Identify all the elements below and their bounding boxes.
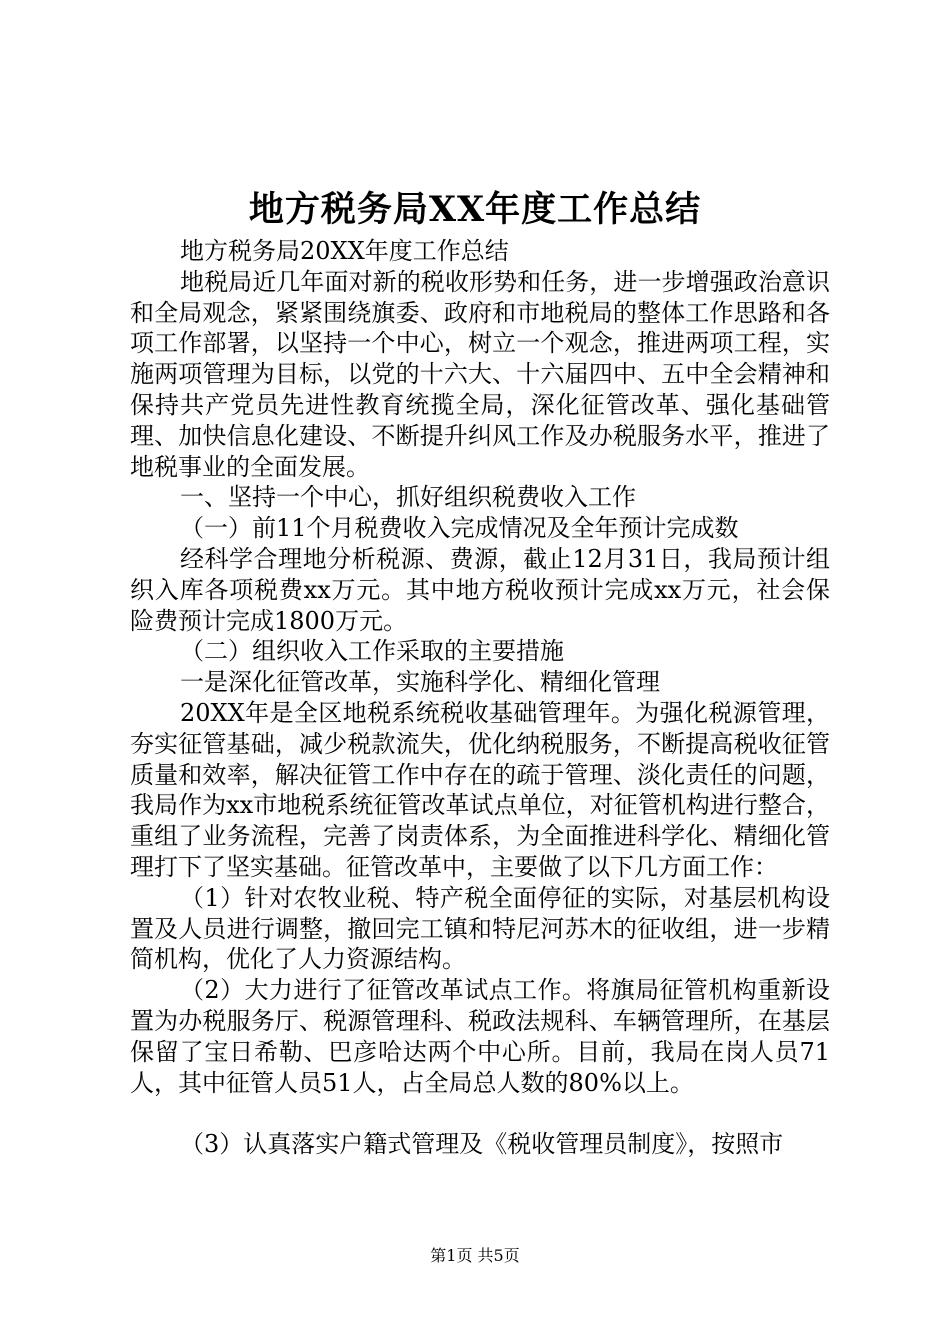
item-1-paragraph: （1）针对农牧业税、特产税全面停征的实际，对基层机构设置及人员进行调整，撤回完工镇和特尼河苏木的征收组，进一步精简机构，优化了人力资源结构。 bbox=[130, 883, 830, 974]
intro-paragraph: 地税局近几年面对新的税收形势和任务，进一步增强政治意识和全局观念，紧紧围绕旗委、政府和市地税局的整体工作思路和各项工作部署，以坚持一个中心，树立一个观念，推进两项工程，实施两项管理为目标，以党的十六大、十六届四中、五中全会精神和保持共产党员先进性教育统揽全局，深化征管改革、强化基础管理、加快信息化建设、不断提升纠风工作及办税服务水平，推进了地税事业的全面发展。 bbox=[130, 267, 830, 481]
page-footer: 第1页 共5页 bbox=[430, 1246, 520, 1265]
subsection-heading-1: （一）前11个月税费收入完成情况及全年预计完成数 bbox=[180, 514, 739, 543]
subtitle-paragraph: 地方税务局20XX年度工作总结 bbox=[180, 237, 509, 265]
item-3-paragraph: （3）认真落实户籍式管理及《税收管理员制度》，按照市 bbox=[180, 1130, 784, 1159]
document-title: 地方税务局XX年度工作总结 bbox=[248, 189, 702, 230]
subsection-heading-2: （二）组织收入工作采取的主要措施 bbox=[180, 637, 564, 666]
section-heading-1: 一、坚持一个中心，抓好组织税费收入工作 bbox=[180, 483, 636, 512]
revenue-paragraph: 经科学合理地分析税源、费源，截止12月31日，我局预计组织入库各项税费xx万元。其中地方税收预计完成xx万元，社会保险费预计完成1800万元。 bbox=[130, 544, 830, 635]
measure-heading-1: 一是深化征管改革，实施科学化、精细化管理 bbox=[180, 668, 660, 697]
item-2-paragraph: （2）大力进行了征管改革试点工作。将旗局征管机构重新设置为办税服务厅、税源管理科、税政法规科、车辆管理所，在基层保留了宝日希勒、巴彦哈达两个中心所。目前，我局在岗人员71人，其中征管人员51人，占全局总人数的80%以上。 bbox=[130, 976, 830, 1097]
document-body bbox=[130, 236, 830, 1160]
reform-paragraph: 20XX年是全区地税系统税收基础管理年。为强化税源管理，夯实征管基础，减少税款流失，优化纳税服务，不断提高税收征管质量和效率，解决征管工作中存在的疏于管理、淡化责任的问题，我局作为xx市地税系统征管改革试点单位，对征管机构进行整合，重组了业务流程，完善了岗责体系，为全面推进科学化、精细化管理打下了坚实基础。征管改革中，主要做了以下几方面工作： bbox=[130, 698, 830, 881]
